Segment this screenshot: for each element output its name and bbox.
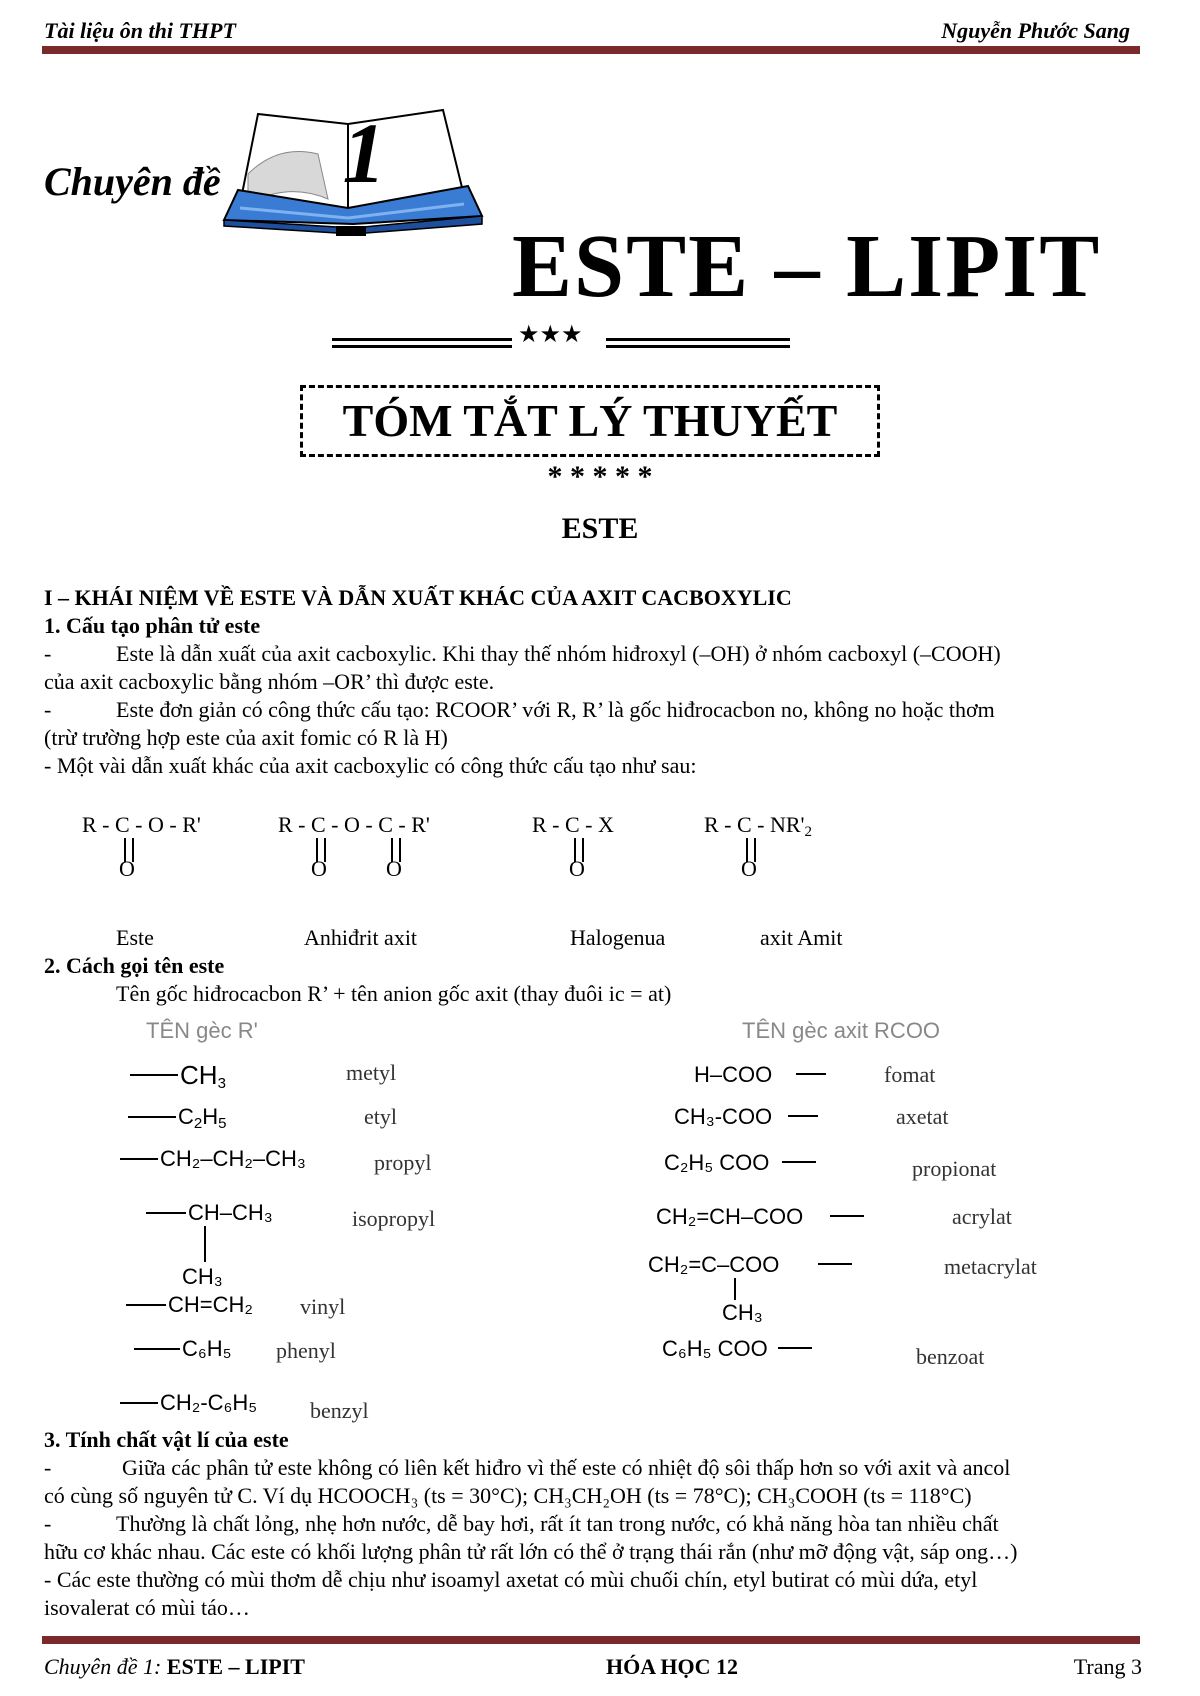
summary-title: TÓM TẮT LÝ THUYẾT [300, 385, 880, 457]
section3-p3b: isovalerat có mùi táo… [44, 1595, 250, 1620]
oxygen-3: O [386, 856, 402, 881]
acid-formate: H–COO [694, 1062, 773, 1087]
footer-left [44, 1654, 305, 1680]
label-amide: axit Amit [760, 925, 843, 950]
radical-methyl: CH [180, 1060, 218, 1090]
footer-page: Trang 3 [1073, 1654, 1142, 1679]
name-methacrylate: metacrylat [944, 1254, 1037, 1279]
oxygen-4: O [569, 856, 585, 881]
label-anhydride: Anhiđrit axit [304, 925, 418, 950]
section1-p1a: Este là dẫn xuất của axit cacboxylic. Khi thay thế nhóm hiđroxyl (–OH) ở nhóm cacboxyl (–COOH) [116, 641, 1001, 666]
footer-left-italic: Chuyên đề 1: [44, 1654, 162, 1679]
bond-line [818, 1263, 852, 1265]
radical-vinyl: CH=CH₂ [168, 1292, 253, 1317]
radical-ethyl-sub2: 5 [218, 1115, 227, 1132]
bond-line [788, 1115, 818, 1117]
header-rule [42, 46, 1140, 54]
radical-ethyl-c: C [178, 1104, 194, 1129]
header-right: Nguyễn Phước Sang [941, 18, 1130, 43]
acid-methacrylate: CH₂=C–COO [648, 1252, 780, 1277]
section1-p2b: (trừ trường hợp este của axit fomic có R là H) [44, 725, 448, 750]
name-propyl: propyl [374, 1150, 432, 1175]
section2-rule: Tên gốc hiđrocacbon R’ + tên anion gốc axit (thay đuôi ic = at) [116, 981, 672, 1006]
chapter-title: ESTE – LIPIT [512, 217, 1102, 316]
formula-amide: R - C - NR' [704, 812, 805, 837]
summary-subtitle: ESTE [561, 512, 639, 545]
bond-line [120, 1158, 158, 1160]
name-benzoate: benzoat [916, 1344, 985, 1369]
radical-phenyl: C₆H₅ [182, 1336, 232, 1361]
divider-left [332, 338, 512, 348]
section1-sub1: 1. Cấu tạo phân tử este [44, 613, 261, 638]
section1-p1b: của axit cacboxylic bằng nhóm –OR’ thì được este. [44, 669, 495, 694]
formula-este: R - C - O - R' [82, 812, 201, 837]
section3-p1a: Giữa các phân tử este không có liên kết hiđro vì thế este có nhiệt độ sôi thấp hơn so với axit và ancol [122, 1455, 1011, 1480]
footer-center: HÓA HỌC 12 [606, 1654, 739, 1679]
name-benzyl: benzyl [310, 1398, 369, 1423]
section1-p2a: Este đơn giản có công thức cấu tạo: RCOOR’ với R, R’ là gốc hiđrocacbon no, không no hoặc thơm [116, 697, 995, 722]
formula-amide-sub: 2 [804, 824, 813, 840]
name-vinyl: vinyl [300, 1294, 346, 1319]
section3-p3a: - Các este thường có mùi thơm dễ chịu như isoamyl axetat có mùi chuối chín, etyl butirat có mùi dứa, etyl [44, 1567, 978, 1592]
section3-sub: 3. Tính chất vật lí của este [44, 1427, 289, 1452]
bond-line [830, 1215, 864, 1217]
radical-ethyl-sub1: 2 [193, 1115, 203, 1132]
branch-line [204, 1226, 206, 1262]
formula-anhydride: R - C - O - C - R' [278, 812, 430, 837]
bond-line [128, 1116, 176, 1118]
header-left: Tài liệu ôn thi THPT [44, 18, 236, 43]
section3-p2b: hữu cơ khác nhau. Các este có khối lượng phân tử rất lớn có thể ở trạng thái rắn (như mỡ động vật, sáp ong…) [44, 1539, 1018, 1564]
name-phenyl: phenyl [276, 1338, 336, 1363]
divider-stars: ★★★ [518, 320, 583, 348]
acid-propionate: C₂H₅ COO [664, 1150, 770, 1175]
radical-methyl-sub: 3 [217, 1075, 226, 1092]
bond-line [796, 1073, 826, 1075]
section3-p2a: Thường là chất lỏng, nhẹ hơn nước, dễ bay hơi, rất ít tan trong nước, có khả năng hòa tan nhiều chất [116, 1511, 999, 1536]
dash-3: - [44, 1455, 52, 1480]
name-ethyl: etyl [364, 1104, 397, 1129]
section3-p1b: có cùng số nguyên tử C. Ví dụ HCOOCH₃ (ts = 30°C); CH₃CH₂OH (ts = 78°C); CH₃COOH (ts = 118°C) [44, 1483, 972, 1508]
bond-line [120, 1402, 158, 1404]
radical-ethyl-h: H [202, 1104, 219, 1129]
name-acetate: axetat [896, 1104, 949, 1129]
col-left-title: TÊN gèc R' [146, 1018, 258, 1043]
oxygen-5: O [741, 856, 757, 881]
acid-acetate: CH₃-COO [674, 1104, 773, 1129]
radical-isopropyl-branch: CH₃ [182, 1264, 223, 1289]
oxygen-2: O [311, 856, 327, 881]
footer-rule [42, 1636, 1140, 1644]
radical-isopropyl: CH–CH₃ [188, 1200, 273, 1225]
dash-4: - [44, 1511, 52, 1536]
radical-propyl: CH₂–CH₂–CH₃ [160, 1146, 306, 1171]
name-methyl: metyl [346, 1060, 397, 1085]
name-propionate: propionat [912, 1156, 997, 1181]
bond-line [134, 1348, 180, 1350]
section1-heading: I – KHÁI NIỆM VỀ ESTE VÀ DẪN XUẤT KHÁC CỦA AXIT CACBOXYLIC [44, 585, 792, 610]
dash-2: - [44, 697, 52, 722]
oxygen-1: O [119, 856, 135, 881]
summary-stars: * * * * * [547, 460, 653, 493]
name-isopropyl: isopropyl [352, 1206, 436, 1231]
bond-line [146, 1212, 186, 1214]
col-right-title: TÊN gèc axit RCOO [742, 1018, 941, 1043]
section2-sub: 2. Cách gọi tên este [44, 953, 225, 978]
footer-left-bold: ESTE – LIPIT [161, 1654, 305, 1679]
radical-benzyl: CH₂-C₆H₅ [160, 1390, 258, 1415]
bond-line [130, 1074, 178, 1076]
bond-line [782, 1161, 816, 1163]
section1-p3: - Một vài dẫn xuất khác của axit cacboxylic có công thức cấu tạo như sau: [44, 753, 697, 778]
acid-acrylate: CH₂=CH–COO [656, 1204, 804, 1229]
formula-halide: R - C - X [532, 812, 614, 837]
book-icon [218, 104, 486, 238]
branch-line [734, 1278, 736, 1300]
acid-methacrylate-branch: CH₃ [722, 1300, 763, 1325]
name-acrylate: acrylat [952, 1204, 1012, 1229]
label-este: Este [116, 925, 154, 950]
label-halide: Halogenua [570, 925, 666, 950]
chapter-label: Chuyên đề [44, 159, 221, 204]
bond-line [126, 1304, 166, 1306]
chapter-number: 1 [342, 105, 386, 201]
name-formate: fomat [884, 1062, 936, 1087]
acid-benzoate: C₆H₅ COO [662, 1336, 768, 1361]
dash-1: - [44, 641, 52, 666]
divider-right [606, 338, 790, 348]
bond-line [778, 1347, 812, 1349]
